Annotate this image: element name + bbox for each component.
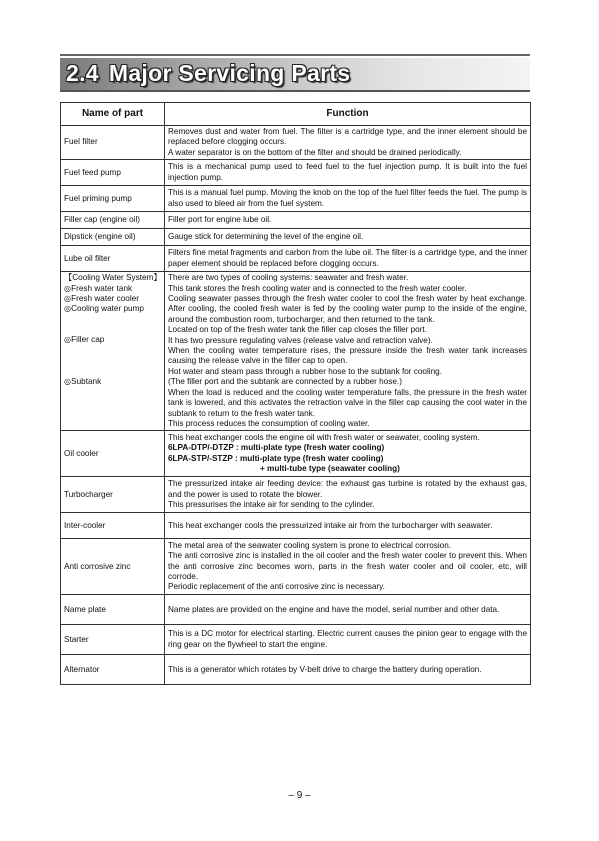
part-name: Fuel filter xyxy=(61,126,165,160)
function-line: This process reduces the consumption of cooling water. xyxy=(168,418,370,428)
part-name: Starter xyxy=(61,625,165,655)
part-function xyxy=(165,126,531,160)
part-name: Oil cooler xyxy=(61,431,165,477)
table-row xyxy=(61,246,531,272)
section-number: 2.4 xyxy=(66,60,99,86)
part-function xyxy=(165,477,531,513)
function-line: Located on top of the fresh water tank the filler cap closes the filler port. xyxy=(168,325,427,335)
part-name: Anti corrosive zinc xyxy=(61,539,165,595)
function-line: It has two pressure regulating valves (release valve and retraction valve). xyxy=(168,335,433,345)
part-function xyxy=(165,595,531,625)
section-heading xyxy=(66,60,360,87)
table-row xyxy=(61,595,531,625)
cooling-system-row xyxy=(61,272,531,431)
part-function xyxy=(165,539,531,595)
table-row xyxy=(61,625,531,655)
subtank-label: ◎Subtank xyxy=(64,377,102,387)
function-line: When the cooling water temperature rises, the pressure inside the fresh water tank increases causing the release valve in the filler cap to open. xyxy=(168,346,527,366)
table-row xyxy=(61,126,531,160)
part-function xyxy=(165,186,531,212)
part-function xyxy=(165,229,531,246)
function-line: Removes dust and water from fuel. The filter is a cartridge type, and the inner element should be replaced before clogging occurs. xyxy=(168,127,527,147)
part-function xyxy=(165,513,531,539)
part-function xyxy=(165,655,531,685)
function-line: This is a generator which rotates by V-belt drive to charge the battery during operation. xyxy=(168,664,482,674)
part-name: Filler cap (engine oil) xyxy=(61,212,165,229)
function-line: This heat exchanger cools the engine oil with fresh water or seawater, cooling system. xyxy=(168,433,480,442)
cooling-system-function xyxy=(165,272,531,431)
function-line: A water separator is on the bottom of the filter and should be drained periodically. xyxy=(168,147,462,157)
part-name: Lube oil filter xyxy=(61,246,165,272)
section-title: Major Servicing Parts xyxy=(108,60,351,86)
filler-cap-label: ◎Filler cap xyxy=(64,334,105,344)
cooling-system-names xyxy=(61,272,165,431)
cooling-system-heading: 【Cooling Water System】 xyxy=(64,273,162,283)
function-line: This heat exchanger cools the pressurized intake air from the turbocharger with seawater. xyxy=(168,520,493,530)
function-line: (The filler port and the subtank are connected by a rubber hose.) xyxy=(168,377,402,387)
function-line: Periodic replacement of the anti corrosive zinc is necessary. xyxy=(168,582,385,592)
function-line: The anti corrosive zinc is installed in the oil cooler and the fresh water cooler to prevent this. When the anti corrosive zinc becomes worn, parts in the fresh water cooler and oil cooler, etc, will corrode. xyxy=(168,551,527,582)
cooling-names-group xyxy=(64,273,161,315)
function-line: The metal area of the seawater cooling system is prone to electrical corrosion. xyxy=(168,540,452,550)
header-function: Function xyxy=(165,103,531,126)
part-name: Dipstick (engine oil) xyxy=(61,229,165,246)
function-line: Name plates are provided on the engine and have the model, serial number and other data. xyxy=(168,604,500,614)
function-line: Filler port for engine lube oil. xyxy=(168,215,272,225)
part-function xyxy=(165,246,531,272)
table-row xyxy=(61,477,531,513)
parts-table xyxy=(60,102,531,685)
part-function xyxy=(165,625,531,655)
table-row xyxy=(61,513,531,539)
fresh-water-tank-label: ◎Fresh water tank xyxy=(64,283,133,293)
part-name: Name plate xyxy=(61,595,165,625)
part-name: Inter-cooler xyxy=(61,513,165,539)
table-row xyxy=(61,655,531,685)
part-function xyxy=(165,212,531,229)
table-row xyxy=(61,539,531,595)
function-line: This pressurises the intake air for sending to the cylinder. xyxy=(168,500,375,510)
table-row xyxy=(61,431,531,477)
function-line: When the load is reduced and the cooling water temperature falls, the pressure in the fresh water tank is lowered, and this activates the retraction valve in the filler cap causing the cool water in the subtank to return to the fresh water tank. xyxy=(168,387,527,418)
table-row xyxy=(61,160,531,186)
banner-top-rule xyxy=(60,54,530,56)
part-name: Fuel priming pump xyxy=(61,186,165,212)
model-line: 6LPA-DTP/-DTZP : multi-plate type (fresh water cooling) xyxy=(168,443,385,453)
table-header-row xyxy=(61,103,531,126)
part-name: Alternator xyxy=(61,655,165,685)
fresh-water-cooler-label: ◎Fresh water cooler xyxy=(64,294,139,304)
page-number: – 9 – xyxy=(288,790,311,801)
function-line: The pressurized intake air feeding device: the exhaust gas turbine is rotated by the exhaust gas, and the power is used to rotate the blower. xyxy=(168,479,527,499)
function-line: Cooling seawater passes through the fresh water cooler to cool the fresh water by heat exchange. After cooling, the cooled fresh water is fed by the cooling water pump to the inside of the engine, around the combustion room, turbocharger, and then returned to the tank. xyxy=(168,294,527,324)
header-name: Name of part xyxy=(61,103,165,126)
part-name: Turbocharger xyxy=(61,477,165,513)
function-line: There are two types of cooling systems: seawater and fresh water. xyxy=(168,273,409,283)
model-line: + multi-tube type (seawater cooling) xyxy=(260,464,400,474)
table-row xyxy=(61,229,531,246)
function-line: Hot water and steam pass through a rubber hose to the subtank for cooling. xyxy=(168,366,442,376)
part-function xyxy=(165,431,531,477)
function-line: Gauge stick for determining the level of the engine oil. xyxy=(168,232,364,242)
function-line: This is a manual fuel pump. Moving the knob on the top of the fuel filter feeds the fuel. The pump is also used to bleed air from the fuel system. xyxy=(168,188,527,208)
function-line: This tank stores the fresh cooling water and is connected to the fresh water cooler. xyxy=(168,283,467,293)
function-line: This is a mechanical pump used to feed fuel to the fuel injection pump. It is built into the fuel injection pump. xyxy=(168,162,527,182)
table-row xyxy=(61,212,531,229)
model-line: 6LPA-STP/-STZP : multi-plate type (fresh water cooling) xyxy=(168,453,384,463)
table-row xyxy=(61,186,531,212)
cooling-water-pump-label: ◎Cooling water pump xyxy=(64,304,144,314)
part-name: Fuel feed pump xyxy=(61,160,165,186)
function-line: This is a DC motor for electrical starting. Electric current causes the pinion gear to engage with the ring gear on the flywheel to start the engine. xyxy=(168,629,527,649)
function-line: Filters fine metal fragments and carbon from the lube oil. The filter is a cartridge type, and the inner paper element should be replaced before clogging occurs. xyxy=(168,248,527,268)
part-function xyxy=(165,160,531,186)
